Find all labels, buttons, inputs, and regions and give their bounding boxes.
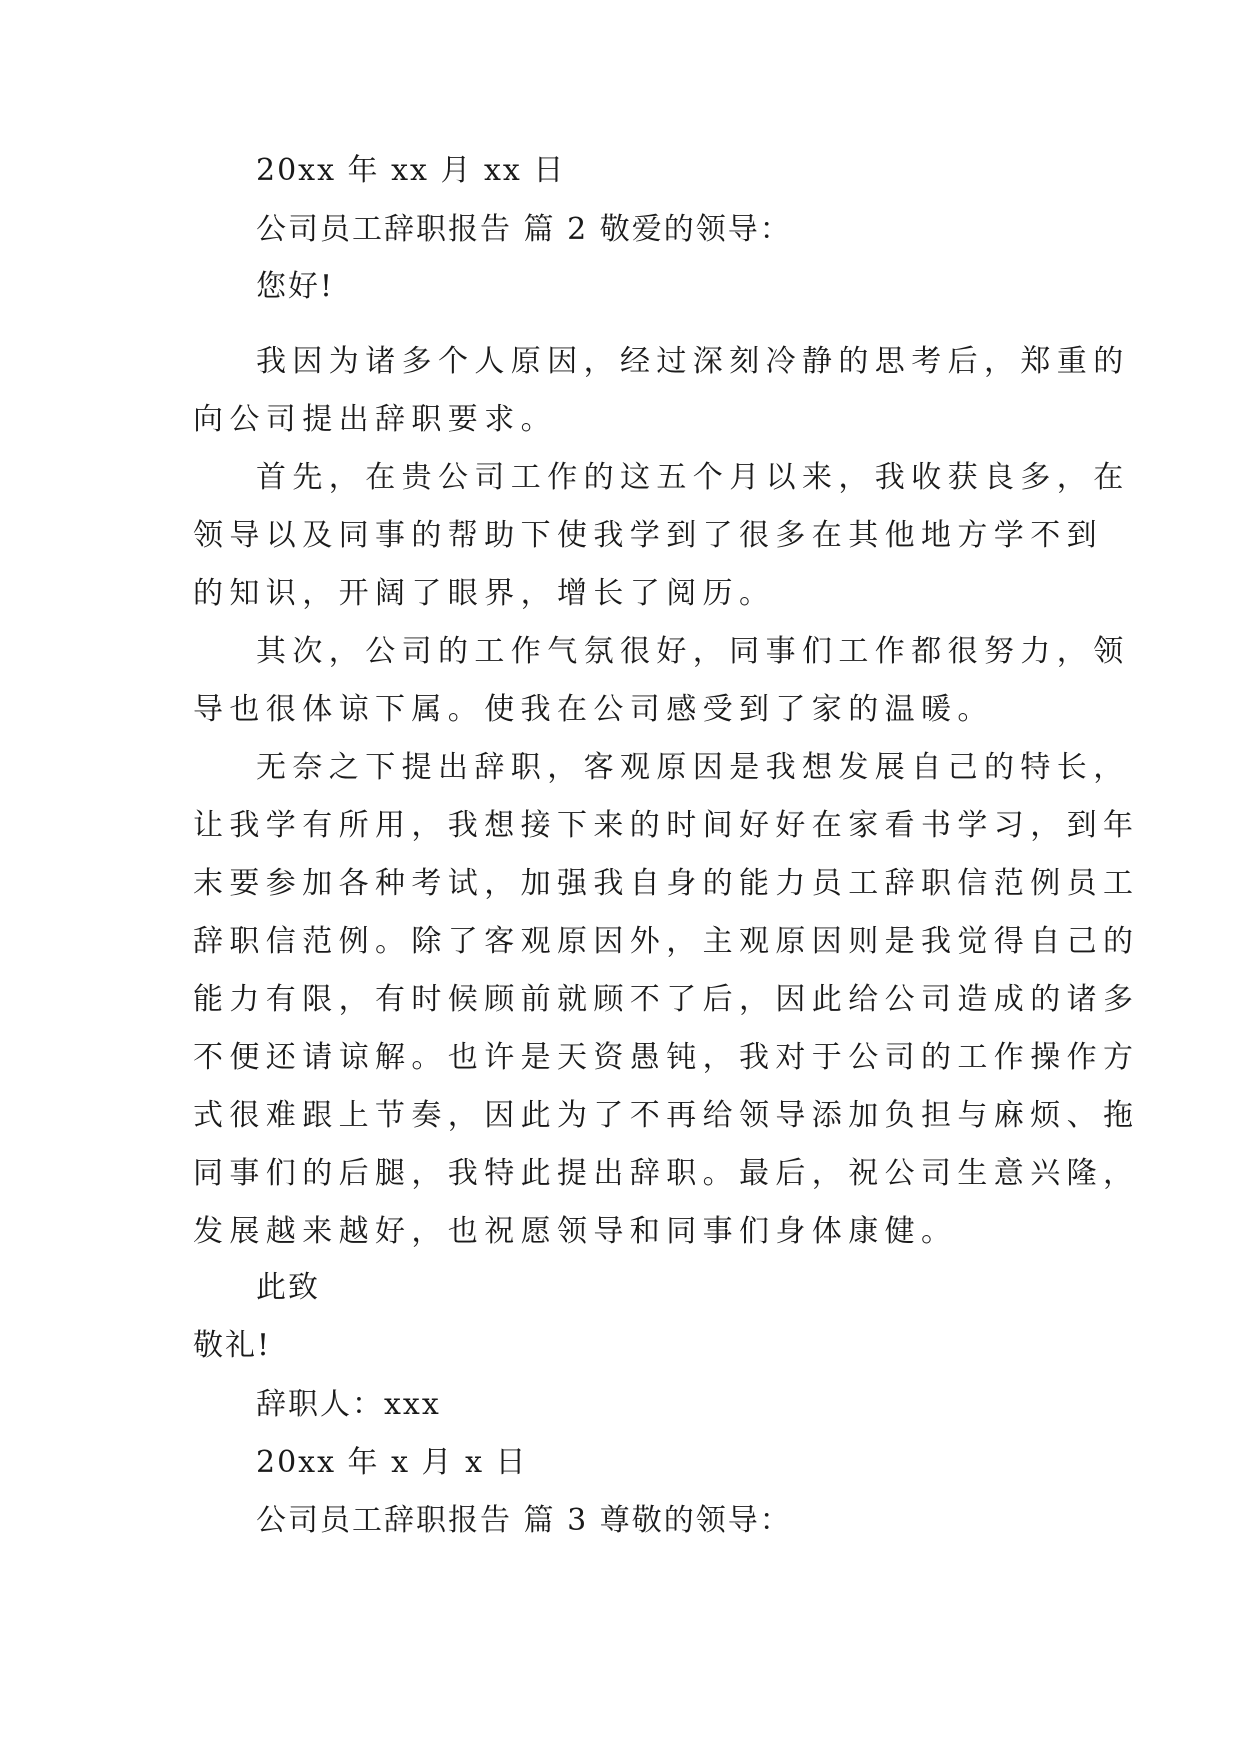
body-line: 式很难跟上节奏，因此为了不再给领导添加负担与麻烦、拖 [193, 1098, 1140, 1133]
body-line: 不便还请谅解。也许是天资愚钝，我对于公司的工作操作方 [193, 1040, 1140, 1075]
body-line: 向公司提出辞职要求。 [193, 402, 557, 437]
salutation-line: 敬礼! [193, 1328, 272, 1363]
body-line: 导也很体谅下属。使我在公司感受到了家的温暖。 [193, 692, 994, 727]
body-line: 无奈之下提出辞职，客观原因是我想发展自己的特长， [256, 750, 1130, 785]
body-line: 辞职信范例。除了客观原因外，主观原因则是我觉得自己的 [193, 924, 1140, 959]
body-line: 首先，在贵公司工作的这五个月以来，我收获良多，在 [256, 460, 1130, 495]
body-line: 我因为诸多个人原因，经过深刻冷静的思考后，郑重的 [256, 344, 1130, 379]
signature-line: 辞职人：xxx [256, 1387, 441, 1422]
date-line: 20xx 年 xx 月 xx 日 [256, 153, 566, 188]
body-line: 其次，公司的工作气氛很好，同事们工作都很努力，领 [256, 634, 1130, 669]
closing-line: 此致 [256, 1270, 320, 1305]
body-line: 同事们的后腿，我特此提出辞职。最后，祝公司生意兴隆， [193, 1156, 1140, 1191]
body-line: 末要参加各种考试，加强我自身的能力员工辞职信范例员工 [193, 866, 1140, 901]
body-line: 能力有限，有时候顾前就顾不了后，因此给公司造成的诸多 [193, 982, 1140, 1017]
signature-date: 20xx 年 x 月 x 日 [256, 1445, 528, 1480]
body-line: 让我学有所用，我想接下来的时间好好在家看书学习，到年 [193, 808, 1140, 843]
body-line: 领导以及同事的帮助下使我学到了很多在其他地方学不到 [193, 518, 1103, 553]
greeting: 您好! [256, 269, 335, 304]
section-heading-3: 公司员工辞职报告 篇 3 尊敬的领导： [256, 1503, 792, 1538]
body-line: 发展越来越好，也祝愿领导和同事们身体康健。 [193, 1214, 958, 1249]
body-line: 的知识，开阔了眼界，增长了阅历。 [193, 576, 776, 611]
section-heading-2: 公司员工辞职报告 篇 2 敬爱的领导： [256, 212, 792, 247]
